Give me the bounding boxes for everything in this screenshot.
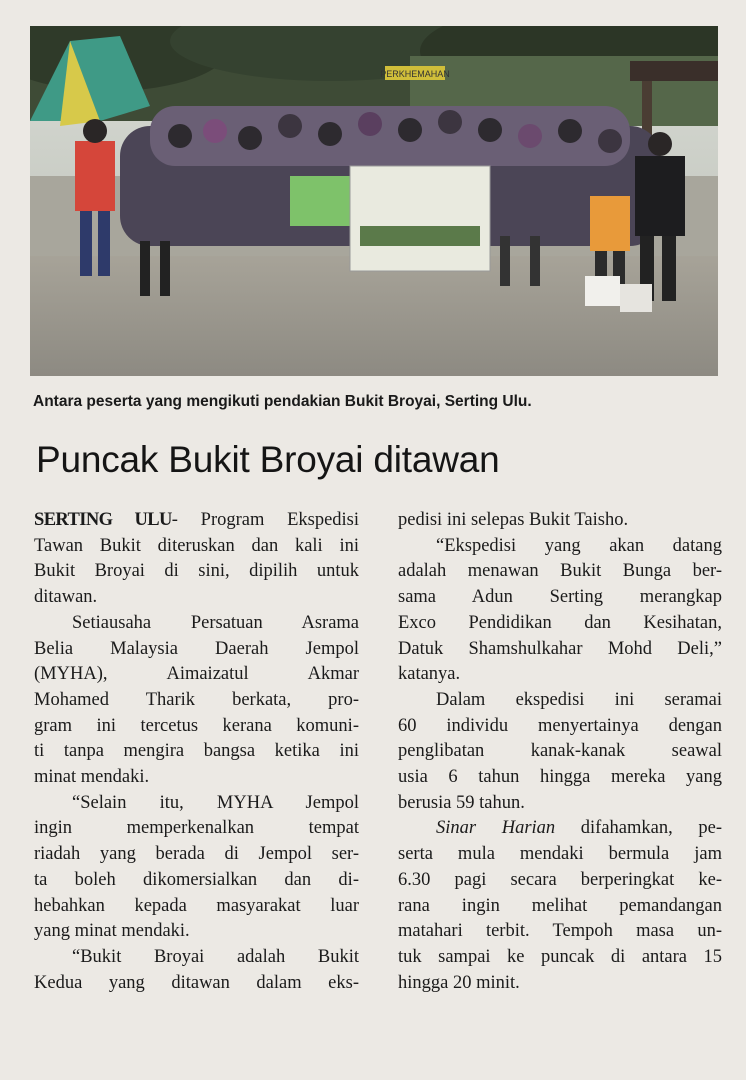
text-line: pedisi ini selepas Bukit Taisho. (398, 510, 629, 530)
text-line: “Bukit Broyai adalah Bukit (72, 946, 359, 967)
text-line: difahamkan, pe- (555, 818, 722, 839)
paragraph-3 (34, 791, 359, 945)
text-line: rana ingin melihat pemandangan (398, 895, 722, 916)
paragraph-4-cont (398, 508, 722, 534)
text-line: gram ini tercetus kerana komuni- (34, 715, 359, 736)
paragraph-2 (34, 611, 359, 791)
text-line: Mohamed Tharik berkata, pro- (34, 689, 359, 710)
text-line: ta boleh dikomersialkan dan di- (34, 869, 359, 890)
text-line: tuk sampai ke puncak di antara 15 (398, 946, 722, 967)
text-line: Setiausaha Persatuan Asrama (72, 612, 359, 633)
text-line: adalah menawan Bukit Bunga ber- (398, 561, 722, 582)
text-line: sama Adun Serting merangkap (398, 587, 722, 608)
publication-name: Sinar Harian (436, 818, 556, 839)
text-line: Datuk Shamshulkahar Mohd Deli,” (398, 638, 722, 659)
article-photo (30, 26, 718, 376)
text-line: berusia 59 tahun. (398, 792, 525, 813)
text-line: - Program Ekspedisi (171, 510, 360, 530)
text-line: ingin memperkenalkan tempat (34, 818, 359, 839)
text-line: usia 6 tahun hingga mereka yang (398, 767, 722, 788)
text-line: “Ekspedisi yang akan datang (436, 535, 722, 556)
text-line: “Selain itu, MYHA Jempol (72, 792, 359, 813)
text-line: hebahkan kepada masyarakat luar (34, 895, 359, 916)
article-headline: Puncak Bukit Broyai ditawan (36, 439, 500, 480)
text-line: ti tanpa mengira bangsa ketika ini (34, 741, 359, 762)
text-line: Exco Pendidikan dan Kesihatan, (398, 612, 722, 633)
paragraph-5 (398, 534, 722, 688)
paragraph-7 (398, 816, 722, 996)
text-line: Dalam ekspedisi ini seramai (436, 689, 722, 710)
text-line: Bukit Broyai di sini, dipilih untuk (34, 561, 359, 582)
text-line: 6.30 pagi secara berperingkat ke- (398, 869, 722, 890)
text-line: (MYHA), Aimaizatul Akmar (34, 664, 359, 685)
paragraph-1 (34, 508, 359, 611)
article-column-right (398, 508, 722, 996)
text-line: riadah yang berada di Jempol ser- (34, 844, 359, 865)
text-line: yang minat mendaki. (34, 921, 190, 942)
text-line: katanya. (398, 664, 461, 685)
article-column-left (34, 508, 359, 996)
banner-text: PERKHEMAHAN (380, 69, 450, 79)
photo-caption: Antara peserta yang mengikuti pendakian Bukit Broyai, Serting Ulu. (33, 393, 532, 410)
text-line: Tawan Bukit diteruskan dan kali ini (34, 535, 359, 556)
text-line: Kedua yang ditawan dalam eks- (34, 972, 359, 993)
paragraph-6 (398, 688, 722, 817)
dateline: SERTING ULU (34, 510, 172, 530)
text-line: minat mendaki. (34, 767, 150, 788)
text-line: penglibatan kanak-kanak seawal (398, 741, 722, 762)
text-line: 60 individu menyertainya dengan (398, 715, 722, 736)
paragraph-4 (34, 945, 359, 996)
text-line: matahari terbit. Tempoh masa un- (398, 921, 722, 942)
text-line: ditawan. (34, 587, 98, 608)
group-photo-image (30, 26, 718, 376)
text-line: hingga 20 minit. (398, 972, 520, 993)
text-line: serta mula mendaki bermula jam (398, 844, 722, 865)
text-line: Belia Malaysia Daerah Jempol (34, 638, 359, 659)
